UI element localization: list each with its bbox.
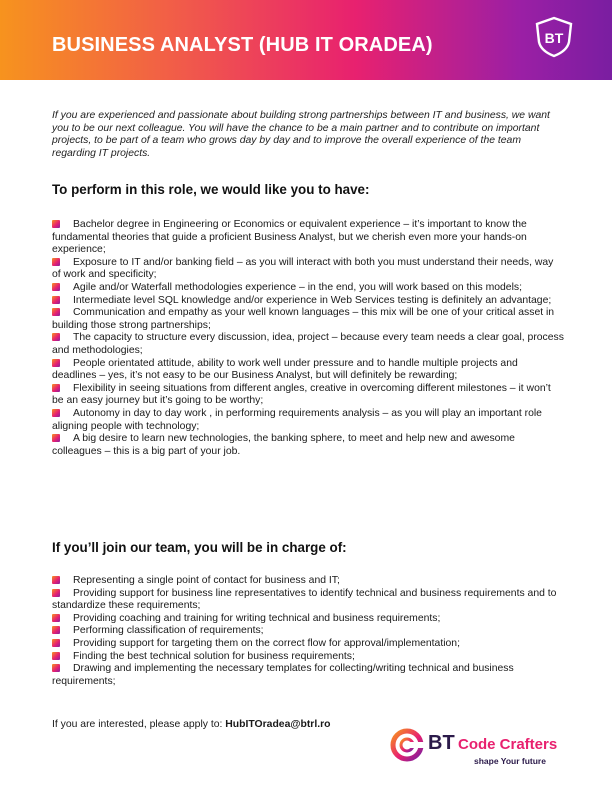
list-item-text: Exposure to IT and/or banking field – as you will interact with both you must understand their needs, way of work and specificity; [52, 256, 554, 281]
bullet-square-icon [52, 589, 60, 597]
brand-name-text: Code Crafters [458, 736, 558, 753]
requirements-heading: To perform in this role, we would like you to have: [52, 182, 370, 197]
list-item-text: Drawing and implementing the necessary templates for collecting/writing technical and business requirements; [52, 663, 514, 687]
list-item [52, 257, 564, 282]
bullet-square-icon [52, 664, 60, 672]
list-item [52, 588, 564, 613]
bullet-square-icon [52, 652, 60, 660]
list-item-text: People orientated attitude, ability to work well under pressure and to handle multiple projects and deadlines – yes, it’s not easy to be our Business Analyst, but will definitely be rewarding; [52, 357, 518, 382]
list-item [52, 295, 564, 308]
list-item [52, 638, 564, 651]
code-crafters-logo [390, 726, 580, 776]
list-item-text: Providing coaching and training for writing technical and business requirements; [73, 612, 441, 624]
bullet-square-icon [52, 333, 60, 341]
header-banner [0, 0, 612, 80]
list-item-text: Performing classification of requirements; [73, 625, 264, 637]
list-item-text: Agile and/or Waterfall methodologies experience – in the end, you will work based on this models; [73, 281, 522, 293]
apply-line [52, 719, 331, 730]
intro-paragraph: If you are experienced and passionate about building strong partnerships between IT and business, we want you to be our next colleague. You will have the chance to be a main partner and to contribute on important projects, to be part of a team who grows day by day and to improve the overall experience of the team regarding IT projects. [52, 110, 550, 159]
responsibilities-heading: If you’ll join our team, you will be in charge of: [52, 540, 347, 555]
bullet-square-icon [52, 296, 60, 304]
code-crafters-swirl-icon [390, 728, 424, 762]
apply-email-link[interactable]: HubITOradea@btrl.ro [225, 719, 331, 730]
list-item [52, 575, 564, 588]
list-item-text: Communication and empathy as your well known languages – this mix will be one of your critical asset in building those strong partnerships; [52, 307, 555, 331]
list-item [52, 332, 564, 357]
list-item [52, 358, 564, 383]
responsibilities-list [52, 575, 564, 688]
requirements-list [52, 219, 564, 458]
bullet-square-icon [52, 626, 60, 634]
list-item-text: A big desire to learn new technologies, the banking sphere, to meet and help new and awesome colleagues – this is a big part of your job. [52, 433, 515, 457]
list-item-text: The capacity to structure every discussion, idea, project – because every team needs a clear goal, process and methodologies; [52, 332, 564, 356]
list-item [52, 383, 564, 408]
bullet-square-icon [52, 434, 60, 442]
bullet-square-icon [52, 576, 60, 584]
brand-slogan-text: shape Your future [474, 756, 546, 766]
logo-text: BT [544, 30, 564, 46]
list-item [52, 663, 564, 688]
list-item [52, 282, 564, 295]
bullet-square-icon [52, 359, 60, 367]
bullet-square-icon [52, 614, 60, 622]
list-item-text: Finding the best technical solution for business requirements; [73, 650, 355, 662]
list-item-text: Providing support for business line representatives to identify technical and business requirements and to standardize these requirements; [52, 587, 557, 612]
bt-shield-logo-icon [534, 16, 574, 58]
list-item [52, 613, 564, 626]
list-item-text: Bachelor degree in Engineering or Economics or equivalent experience – it’s important to know the fundamental theories that guide a proficient Business Analyst, but we cherish even more your hands-on experience; [52, 219, 527, 256]
list-item-text: Providing support for targeting them on the correct flow for approval/implementation; [73, 637, 460, 649]
page-title: BUSINESS ANALYST (HUB IT ORADEA) [52, 34, 433, 56]
bullet-square-icon [52, 258, 60, 266]
bullet-square-icon [52, 409, 60, 417]
brand-bt-text: BT [428, 732, 455, 754]
list-item-text: Autonomy in day to day work , in performing requirements analysis – as you will play an important role aligning people with technology; [52, 407, 542, 432]
bullet-square-icon [52, 220, 60, 228]
list-item-text: Representing a single point of contact for business and IT; [73, 575, 340, 586]
bullet-square-icon [52, 639, 60, 647]
apply-text: If you are interested, please apply to: [52, 719, 226, 730]
list-item [52, 433, 564, 458]
list-item-text: Flexibility in seeing situations from different angles, creative in overcoming different milestones – it won’t be an easy journey but it’s going to be worthy; [52, 382, 551, 407]
list-item [52, 307, 564, 332]
list-item [52, 219, 564, 257]
bullet-square-icon [52, 384, 60, 392]
list-item-text: Intermediate level SQL knowledge and/or experience in Web Services testing is definitely an advantage; [73, 294, 552, 306]
bullet-square-icon [52, 283, 60, 291]
list-item [52, 651, 564, 664]
list-item [52, 408, 564, 433]
list-item [52, 625, 564, 638]
bullet-square-icon [52, 308, 60, 316]
